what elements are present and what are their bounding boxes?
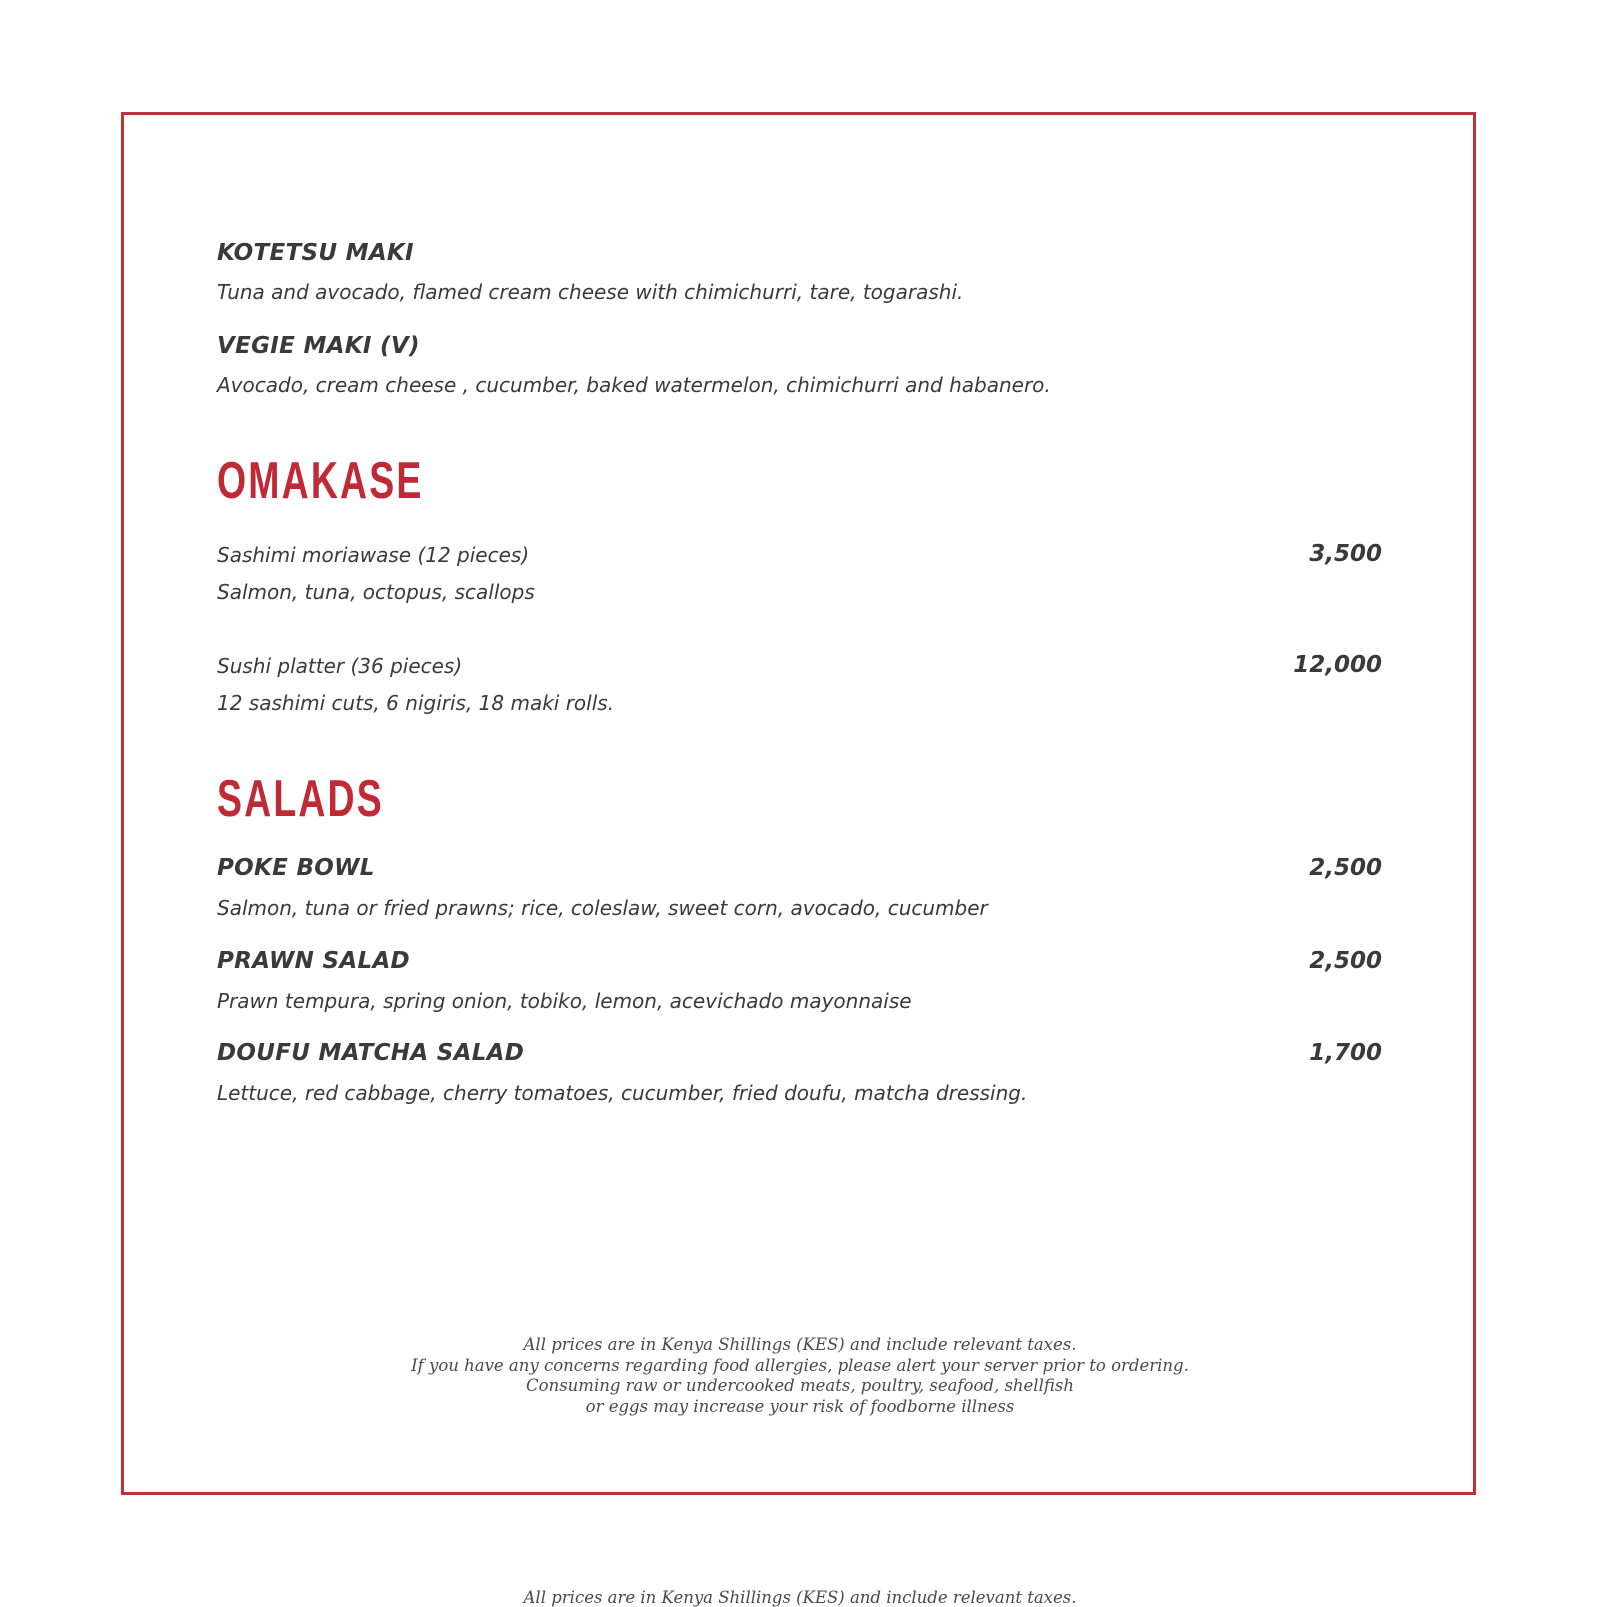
menu-item-description: Lettuce, red cabbage, cherry tomatoes, cucumber, fried doufu, matcha dressing. xyxy=(217,1081,1028,1105)
menu-item-name: DOUFU MATCHA SALAD xyxy=(217,1040,525,1066)
menu-item-price: 1,700 xyxy=(1309,1040,1382,1066)
menu-item-description: 12 sashimi cuts, 6 nigiris, 18 maki rolls. xyxy=(217,691,615,715)
menu-item-description: Salmon, tuna, octopus, scallops xyxy=(217,580,535,604)
section-title-salads: SALADS xyxy=(217,770,384,828)
disclaimer-line: If you have any concerns regarding food allergies, please alert your server prior to ordering. xyxy=(411,1355,1189,1375)
menu-item-name: Sashimi moriawase (12 pieces) xyxy=(217,543,530,567)
menu-item-name: PRAWN SALAD xyxy=(217,948,410,974)
menu-item-name: Sushi platter (36 pieces) xyxy=(217,654,463,678)
menu-item-price: 12,000 xyxy=(1293,652,1382,678)
menu-item-name: KOTETSU MAKI xyxy=(217,240,414,266)
menu-item-name: VEGIE MAKI (V) xyxy=(217,333,420,359)
menu-item-name: POKE BOWL xyxy=(217,855,375,881)
menu-item-description: Tuna and avocado, flamed cream cheese with chimichurri, tare, togarashi. xyxy=(217,280,964,304)
menu-item-price: 2,500 xyxy=(1309,855,1382,881)
menu-item-price: 2,500 xyxy=(1309,948,1382,974)
allergy-disclaimer xyxy=(0,1335,1600,1417)
menu-item-price: 3,500 xyxy=(1309,541,1382,567)
disclaimer-line: or eggs may increase your risk of foodborne illness xyxy=(585,1396,1015,1416)
disclaimer-line: Consuming raw or undercooked meats, poultry, seafood, shellfish xyxy=(526,1376,1074,1395)
next-page-partial-text: All prices are in Kenya Shillings (KES) and include relevant taxes. xyxy=(523,1588,1077,1607)
menu-item-description: Prawn tempura, spring onion, tobiko, lemon, acevichado mayonnaise xyxy=(217,989,912,1013)
section-title-omakase: OMAKASE xyxy=(217,452,424,510)
menu-item-description: Salmon, tuna or fried prawns; rice, coleslaw, sweet corn, avocado, cucumber xyxy=(217,896,988,920)
disclaimer-line: All prices are in Kenya Shillings (KES) and include relevant taxes. xyxy=(523,1335,1077,1354)
menu-item-description: Avocado, cream cheese , cucumber, baked watermelon, chimichurri and habanero. xyxy=(217,373,1051,397)
